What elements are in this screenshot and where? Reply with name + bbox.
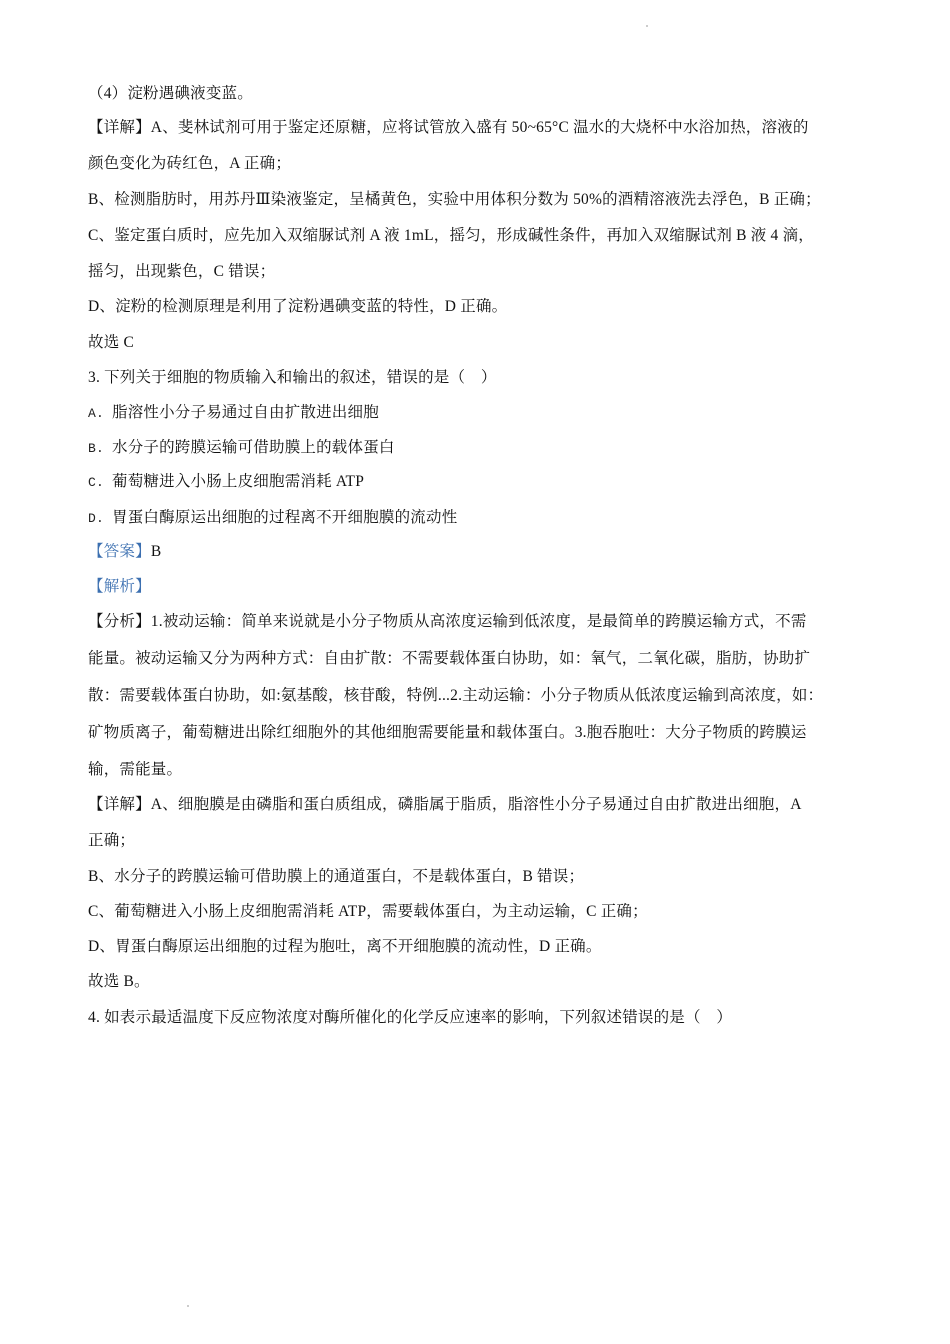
question-3-stem: 3. 下列关于细胞的物质输入和输出的叙述，错误的是（ ） [88,369,497,386]
choose-b-line: 故选 B。 [88,973,150,990]
analysis-label: 【解析】 [88,578,151,595]
page-speck-bottom [187,1305,189,1307]
question-4-stem: 4. 如表示最适温度下反应物浓度对酶所催化的化学反应速率的影响，下列叙述错误的是（ ） [88,1009,733,1026]
text-line-detail-a: 【详解】A、斐林试剂可用于鉴定还原糖，应将试管放入盛有 50~65°C 温水的大烧杯中水浴加热，溶液的 [88,119,809,136]
text-line-detail-c-cont: 摇匀，出现紫色，C 错误； [88,263,276,280]
answer-label: 【答案】 [88,543,151,560]
answer-value: B [150,543,162,560]
analysis-line-4: 矿物质离子，葡萄糖进出除红细胞外的其他细胞需要能量和载体蛋白。3.胞吞胞吐：大分子物质的跨膜运 [88,724,807,741]
text-line-detail-b: B、检测脂肪时，用苏丹Ⅲ染液鉴定，呈橘黄色，实验中用体积分数为 50%的酒精溶液洗去浮色，B 正确； [88,191,821,208]
detail-line-c: C、葡萄糖进入小肠上皮细胞需消耗 ATP，需要载体蛋白，为主动运输，C 正确； [88,903,648,920]
analysis-line-2: 能量。被动运输又分为两种方式：自由扩散：不需要载体蛋白协助，如：氧气，二氧化碳，脂肪，协助扩 [88,650,811,667]
question-3-option-a [88,403,379,424]
detail-line-d: D、胃蛋白酶原运出细胞的过程为胞吐，离不开细胞膜的流动性，D 正确。 [88,938,602,955]
analysis-line-1: 【分析】1.被动运输：简单来说就是小分子物质从高浓度运输到低浓度，是最简单的跨膜运输方式，不需 [88,613,807,630]
option-text: 葡萄糖进入小肠上皮细胞需消耗 ATP [112,473,365,490]
option-text: 脂溶性小分子易通过自由扩散进出细胞 [112,404,379,421]
answer-line [88,542,161,562]
detail-line-a: 【详解】A、细胞膜是由磷脂和蛋白质组成，磷脂属于脂质，脂溶性小分子易通过自由扩散进出细胞，A [88,796,802,813]
option-letter: D. [88,511,105,526]
text-line-choose-c: 故选 C [88,334,135,351]
option-letter: B. [88,441,105,456]
detail-line-b: B、水分子的跨膜运输可借助膜上的通道蛋白，不是载体蛋白，B 错误； [88,868,585,885]
option-letter: A. [88,406,105,421]
analysis-heading [88,577,151,597]
text-line-detail-c: C、鉴定蛋白质时，应先加入双缩脲试剂 A 液 1mL，摇匀，形成碱性条件，再加入双缩脲试剂 B 液 4 滴， [88,227,814,244]
analysis-line-5: 输，需能量。 [88,761,183,778]
analysis-line-3: 散：需要载体蛋白协助，如:氨基酸，核苷酸，特例...2.主动运输：小分子物质从低浓度运输到高浓度，如： [88,687,824,704]
text-line-starch-iodine: （4）淀粉遇碘液变蓝。 [88,85,253,102]
page-speck-top [646,25,648,27]
question-3-option-b [88,438,395,459]
option-letter: C. [88,475,105,490]
question-3-option-c [88,472,364,493]
text-line-detail-d: D、淀粉的检测原理是利用了淀粉遇碘变蓝的特性，D 正确。 [88,298,508,315]
detail-line-a-cont: 正确； [88,832,136,849]
question-3-option-d [88,508,457,529]
option-text: 水分子的跨膜运输可借助膜上的载体蛋白 [112,439,395,456]
option-text: 胃蛋白酶原运出细胞的过程离不开细胞膜的流动性 [112,509,458,526]
text-line-detail-a-cont: 颜色变化为砖红色，A 正确； [88,155,292,172]
